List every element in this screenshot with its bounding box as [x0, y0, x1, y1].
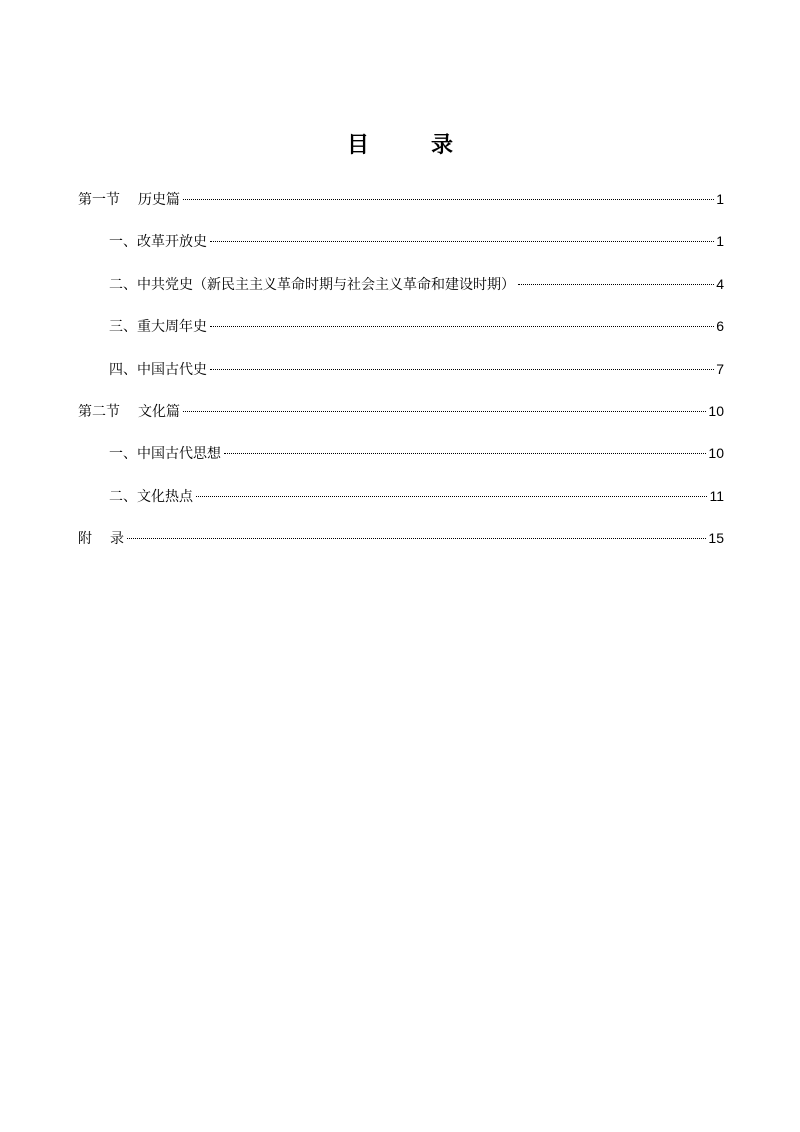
toc-entry-text: 二、中共党史（新民主主义革命时期与社会主义革命和建设时期） [109, 276, 515, 293]
toc-page-number: 11 [709, 487, 724, 504]
dot-leader [196, 496, 707, 497]
dot-leader [210, 326, 714, 327]
toc-page-number: 10 [708, 402, 724, 419]
toc-entry[interactable] [78, 184, 724, 226]
toc-entry[interactable] [78, 481, 724, 523]
toc-entry-prefix: 第一节 [78, 192, 120, 208]
toc-entry-text: 二、文化热点 [109, 488, 193, 505]
toc-page-number: 1 [716, 233, 724, 250]
toc-entry[interactable] [78, 354, 724, 396]
dot-leader [224, 453, 706, 454]
toc-page-number: 1 [716, 191, 724, 207]
toc-entry[interactable] [78, 396, 724, 438]
dot-leader [210, 369, 714, 370]
toc-entry[interactable] [78, 311, 724, 353]
table-of-contents [78, 184, 724, 566]
toc-page-number: 6 [716, 318, 724, 335]
toc-entry-prefix: 第二节 [78, 403, 120, 420]
dot-leader [127, 538, 706, 539]
toc-title: 目 录 [346, 133, 473, 158]
dot-leader [518, 284, 714, 285]
toc-page-number: 7 [716, 360, 724, 377]
toc-entry-text: 录 [110, 531, 124, 548]
toc-entry-text: 文化篇 [138, 403, 180, 420]
toc-entry[interactable] [78, 523, 724, 565]
toc-page-number: 15 [708, 530, 724, 547]
toc-entry-text: 一、改革开放史 [109, 234, 207, 251]
toc-entry-label [78, 526, 124, 552]
toc-entry-text: 一、中国古代思想 [109, 446, 221, 463]
toc-page-number: 4 [716, 275, 724, 292]
toc-entry-label [78, 187, 180, 213]
toc-entry-text: 历史篇 [138, 192, 180, 208]
toc-entry-prefix: 附 [78, 531, 92, 548]
toc-entry[interactable] [78, 269, 724, 311]
dot-leader [183, 199, 714, 200]
toc-entry-text: 四、中国古代史 [109, 361, 207, 378]
dot-leader [183, 411, 706, 412]
dot-leader [210, 241, 714, 242]
toc-entry-label [78, 399, 180, 425]
toc-entry[interactable] [78, 226, 724, 268]
toc-page-number: 10 [708, 445, 724, 462]
toc-entry[interactable] [78, 438, 724, 480]
toc-entry-text: 三、重大周年史 [109, 319, 207, 336]
